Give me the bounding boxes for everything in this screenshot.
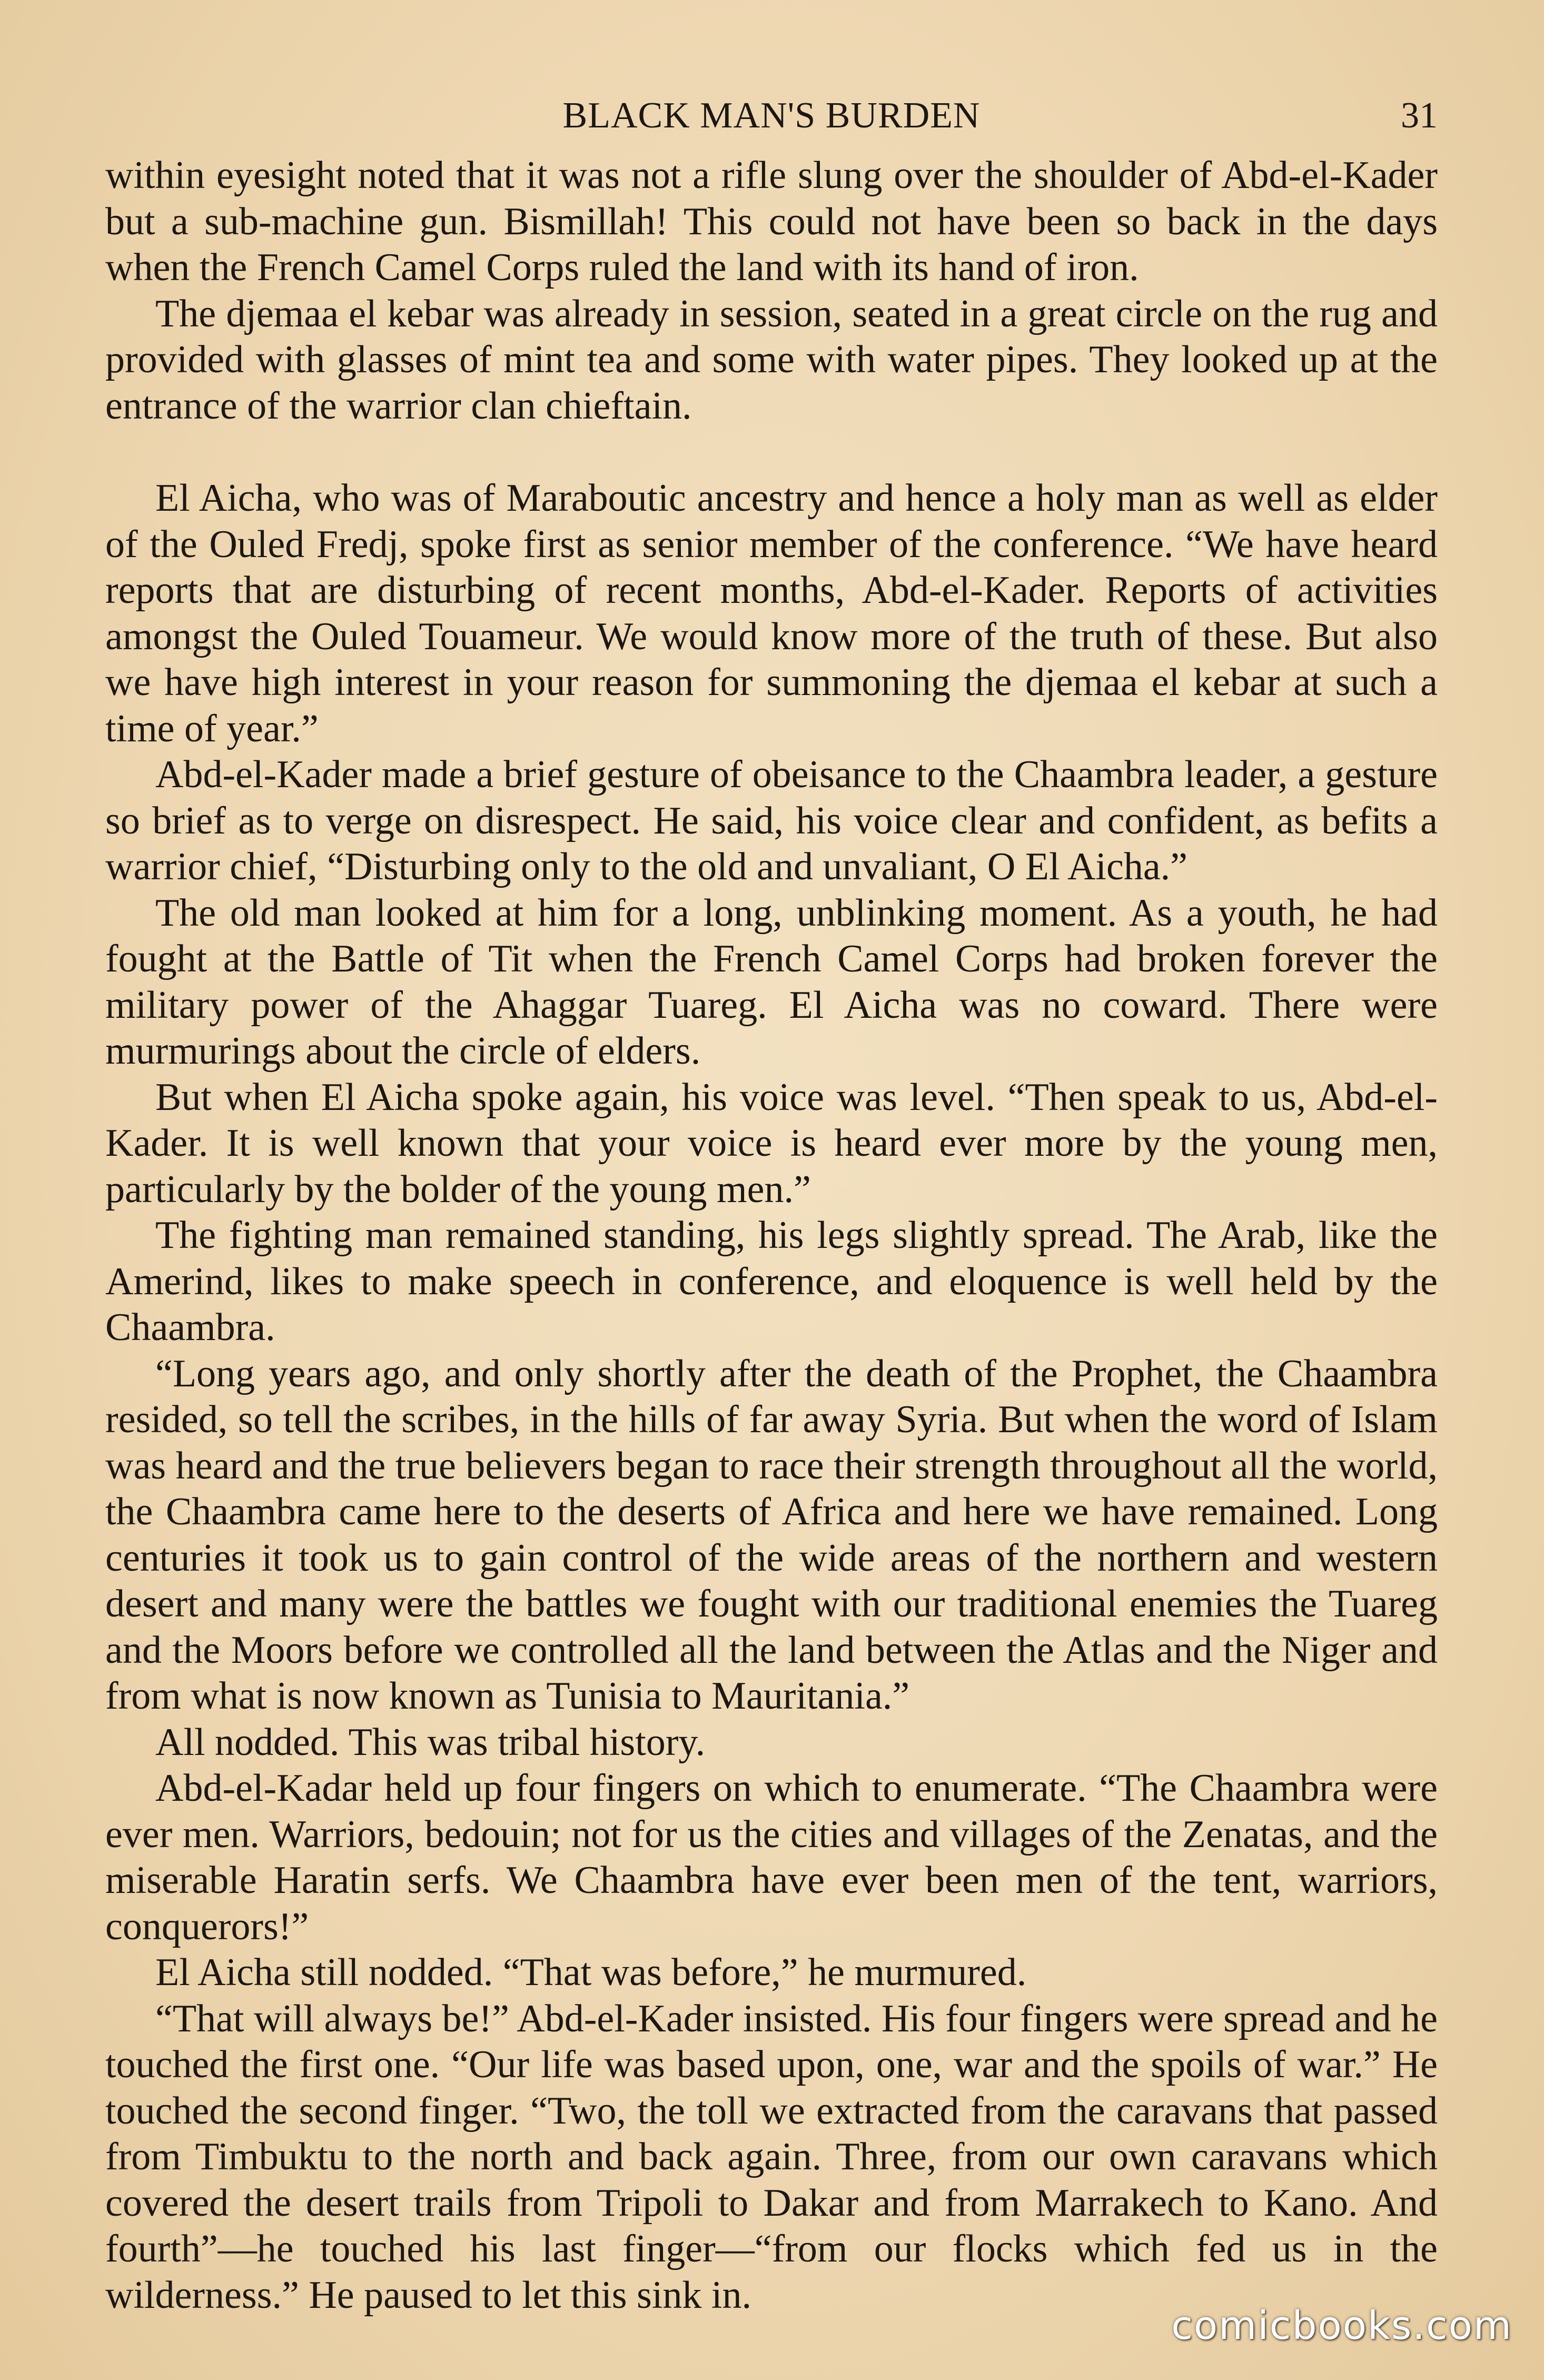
paragraph: But when El Aicha spoke again, his voice was level. “Then speak to us, Abd-el-Kader. It is well known that your voice is heard ever more by the young men, particularly by the bolder of the young men.” bbox=[105, 1075, 1438, 1211]
paragraph: The djemaa el kebar was already in session, seated in a great circle on the rug and provided with glasses of mint tea and some with water pipes. They looked up at the entrance of the warrior clan chieftain. bbox=[105, 292, 1438, 428]
paragraph: El Aicha still nodded. “That was before,” he murmured. bbox=[155, 1951, 1027, 1994]
paragraph: El Aicha, who was of Maraboutic ancestry and hence a holy man as well as elder of the Ouled Fredj, spoke first as senior member of the conference. “We have heard reports that are disturbing of recent months, Abd-el-Kader. Reports of activities amongst the Ouled Touameur. We would know more of the truth of these. But also we have high interest in your reason for summoning the djemaa el kebar at such a time of year.” bbox=[105, 477, 1438, 750]
paragraph: The old man looked at him for a long, unblinking moment. As a youth, he had fought at the Battle of Tit when the French Camel Corps had broken forever the military power of the Ahaggar Tuareg. El Aicha was no coward. There were murmurings about the circle of elders. bbox=[105, 891, 1438, 1073]
paragraph: All nodded. This was tribal history. bbox=[155, 1720, 706, 1764]
paragraph: within eyesight noted that it was not a rifle slung over the shoulder of Abd-el-Kader but a sub-machine gun. Bismillah! This could not have been so back in the days when the French Camel Corps ruled the land with its hand of iron. bbox=[105, 154, 1438, 289]
running-header bbox=[105, 87, 1438, 145]
paragraph: “That will always be!” Abd-el-Kader insisted. His four fingers were spread and he touched the first one. “Our life was based upon, one, war and the spoils of war.” He touched the second finger. “Two, the toll we extracted from the caravans that passed from Timbuktu to the north and back again. Three, from our own caravans which covered the desert trails from Tripoli to Dakar and from Marrakech to Kano. And fourth”—he touched his last finger—“from our flocks which fed us in the wilderness.” He paused to let this sink in. bbox=[105, 1997, 1438, 2317]
paragraph: Abd-el-Kader made a brief gesture of obeisance to the Chaambra leader, a gesture so brief as to verge on disrespect. He said, his voice clear and confident, as befits a warrior chief, “Disturbing only to the old and unvaliant, O El Aicha.” bbox=[105, 753, 1438, 888]
watermark: comicbooks.com bbox=[1171, 2303, 1512, 2348]
paragraph: “Long years ago, and only shortly after the death of the Prophet, the Chaambra resided, so tell the scribes, in the hills of far away Syria. But when the word of Islam was heard and the true believers began to race their strength throughout all the world, the Chaambra came here to the deserts of Africa and here we have remained. Long centuries it took us to gain control of the wide areas of the northern and western desert and many were the battles we fought with our traditional enemies the Tuareg and the Moors before we controlled all the land between the Atlas and the Niger and from what is now known as Tunisia to Mauritania.” bbox=[105, 1352, 1438, 1718]
paragraph: Abd-el-Kadar held up four fingers on which to enumerate. “The Chaambra were ever men. Warriors, bedouin; not for us the cities and villages of the Zenatas, and the miserable Haratin serfs. We Chaambra have ever been men of the tent, warriors, conquerors!” bbox=[105, 1767, 1438, 1948]
page-number: 31 bbox=[1401, 95, 1438, 136]
paragraph: The fighting man remained standing, his legs slightly spread. The Arab, like the Amerind, likes to make speech in conference, and eloquence is well held by the Chaambra. bbox=[105, 1214, 1438, 1349]
running-title: BLACK MAN'S BURDEN bbox=[562, 95, 981, 136]
body-text bbox=[105, 153, 1438, 2318]
